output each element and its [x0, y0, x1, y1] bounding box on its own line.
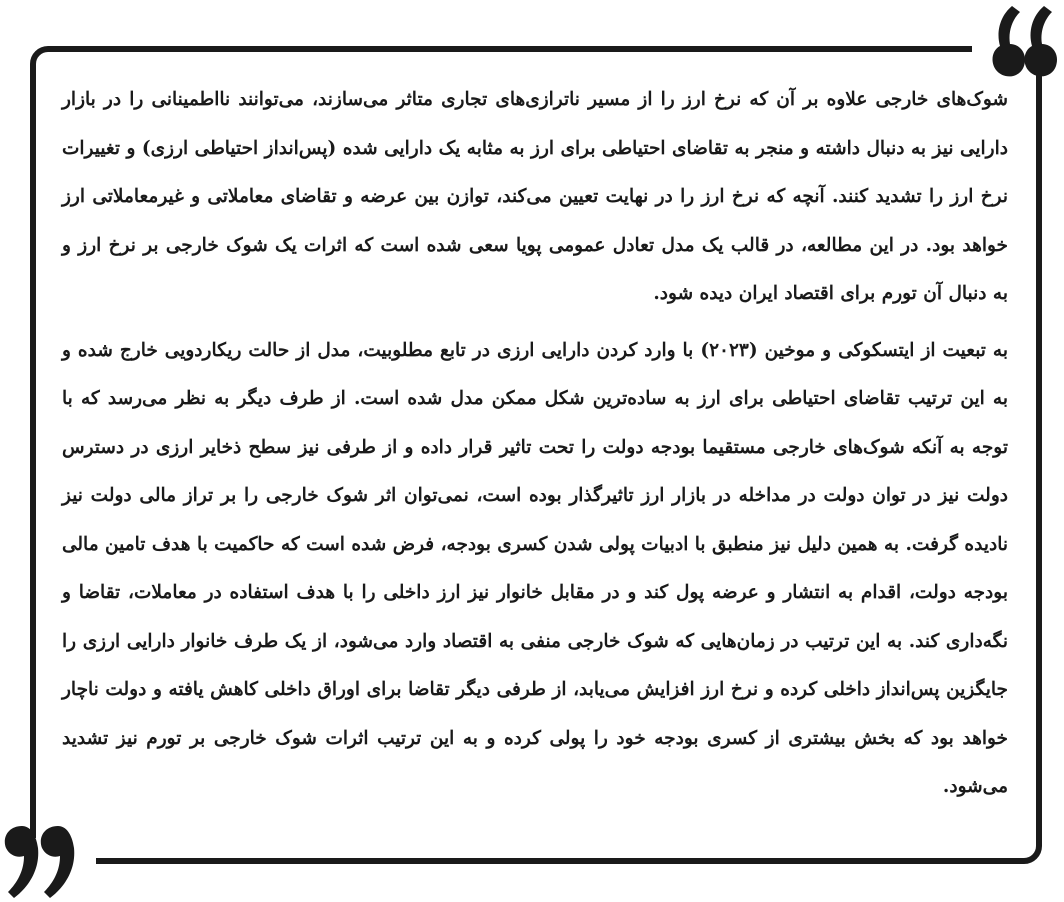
paragraph-2: به تبعیت از ایتسکوکی و موخین (۲۰۲۳) با وارد کردن دارایی ارزی در تابع مطلوبیت، مدل از حالت ریکاردویی خارج شده و به این ترتیب تقاضای احتیاطی برای ارز به ساده‌ترین شکل ممکن مدل شده است. از طرف دیگر به نظر می‌رسد که با توجه به آنکه شوک‌های خارجی مستقیما بودجه دولت را تحت تاثیر قرار داده و از طرفی نیز سطح ذخایر ارزی در دسترس دولت نیز در توان دولت در مداخله در بازار ارز تاثیرگذار بوده است، نمی‌توان اثر شوک خارجی را بر تراز مالی دولت نیز نادیده گرفت. به همین دلیل نیز منطبق با ادبیات پولی شدن کسری بودجه، فرض شده است که حاکمیت با هدف تامین مالی بودجه دولت، اقدام به انتشار و عرضه پول کند و در مقابل خانوار نیز ارز داخلی را با هدف استفاده در معاملات، تقاضا و نگه‌داری کند. به این ترتیب در زمان‌هایی که شوک خارجی منفی به اقتصاد وارد می‌شود، از یک طرف خانوار دارایی ارزی را جایگزین پس‌انداز داخلی کرده و نرخ ارز افزایش می‌یابد، از طرفی دیگر تقاضا برای اوراق داخلی کاهش یافته و دولت ناچار خواهد بود که بخش بیشتری از کسری بودجه خود را پولی کرده و به این ترتیب اثرات شوک خارجی بر تورم نیز تشدید می‌شود.	[62, 339, 1008, 797]
quote-text	[62, 76, 1008, 836]
paragraph-1: شوک‌های خارجی علاوه بر آن که نرخ ارز را از مسیر ناترازی‌های تجاری متاثر می‌سازند، می‌توانند نااطمینانی را در بازار دارایی نیز به دنبال داشته و منجر به تقاضای احتیاطی برای ارز به مثابه یک دارایی شده (پس‌انداز احتیاطی ارزی) و تغییرات نرخ ارز را تشدید کنند. آنچه که نرخ ارز را در نهایت تعیین می‌کند، توازن بین عرضه و تقاضای معاملاتی و غیرمعاملاتی ارز خواهد بود. در این مطالعه، در قالب یک مدل تعادل عمومی پویا سعی شده است که اثرات یک شوک خارجی بر نرخ ارز و به دنبال آن تورم برای اقتصاد ایران دیده شود.	[62, 89, 1008, 304]
